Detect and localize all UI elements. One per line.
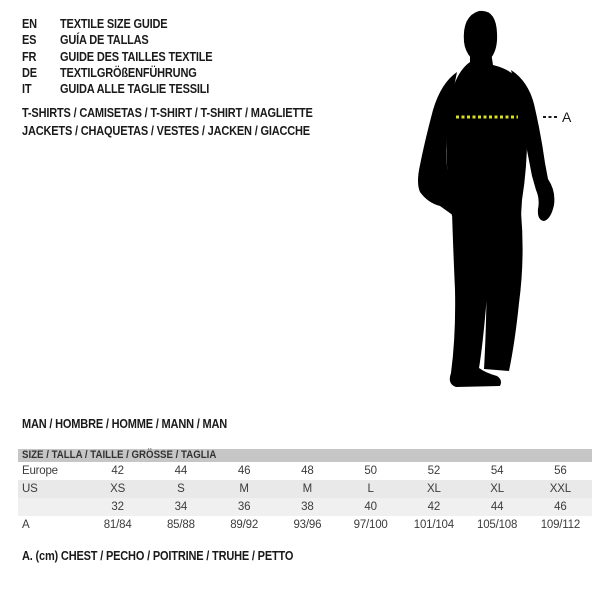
language-title: GUIDE DES TAILLES TEXTILE	[60, 49, 213, 64]
language-row-es	[22, 32, 233, 48]
size-cell: XXL	[549, 483, 571, 495]
size-cell: 46	[554, 501, 567, 513]
language-row-en	[22, 16, 233, 32]
size-table-header	[18, 449, 592, 462]
silhouette-head	[464, 11, 497, 58]
size-cell: 97/100	[353, 519, 388, 531]
size-cell: 85/88	[166, 519, 195, 531]
language-code-text: DE	[22, 66, 37, 81]
size-cell: 38	[301, 501, 314, 513]
size-cell: 40	[364, 501, 377, 513]
language-code	[22, 50, 60, 64]
size-cell: 89/92	[230, 519, 259, 531]
size-cell: 93/96	[293, 519, 322, 531]
size-cell: 48	[301, 465, 314, 477]
measurement-footnote-text: A. (cm) CHEST / PECHO / POITRINE / TRUHE / PETTO	[22, 549, 294, 563]
size-table	[18, 449, 592, 534]
category-line-tshirts	[22, 104, 352, 122]
table-row-chest-a	[18, 516, 592, 534]
category-text: JACKETS / CHAQUETAS / VESTES / JACKEN / GIACCHE	[22, 124, 310, 138]
language-list	[22, 16, 233, 97]
language-code	[22, 17, 60, 31]
size-cell: 109/112	[540, 519, 581, 531]
language-title: TEXTILGRÖßENFÜHRUNG	[60, 66, 197, 81]
language-code-text: ES	[22, 33, 37, 48]
size-cell: S	[177, 483, 185, 495]
language-code-text: EN	[22, 17, 37, 32]
language-title: TEXTILE SIZE GUIDE	[60, 17, 168, 32]
size-cell: 50	[364, 465, 377, 477]
size-cell: 54	[490, 465, 504, 477]
size-cell: XS	[110, 483, 126, 495]
language-code	[22, 82, 60, 96]
language-code-text: IT	[22, 82, 32, 97]
row-label: Europe	[22, 465, 58, 477]
size-cell: M	[302, 483, 313, 495]
language-row-de	[22, 65, 233, 81]
category-text: T-SHIRTS / CAMISETAS / T-SHIRT / T-SHIRT / MAGLIETTE	[22, 106, 313, 120]
size-cell: 44	[490, 501, 504, 513]
size-cell: 36	[237, 501, 251, 513]
row-label: A	[22, 519, 30, 531]
language-code-text: FR	[22, 49, 37, 64]
size-cell: XL	[427, 483, 441, 495]
size-cell: 46	[237, 465, 251, 477]
row-label: US	[22, 483, 38, 495]
category-list	[22, 104, 352, 140]
size-cell: 105/108	[477, 519, 518, 531]
silhouette-back-leg	[484, 212, 523, 371]
man-silhouette-svg	[400, 0, 600, 400]
size-cell: XL	[490, 483, 504, 495]
language-row-it	[22, 81, 233, 97]
size-cell: L	[367, 483, 374, 495]
table-row-us	[18, 480, 592, 498]
language-code	[22, 33, 60, 47]
size-cell: 44	[174, 465, 188, 477]
section-title-text: MAN / HOMBRE / HOMME / MANN / MAN	[22, 417, 228, 431]
language-title: GUIDA ALLE TAGLIE TESSILI	[60, 82, 210, 97]
size-cell: 32	[111, 501, 124, 513]
size-cell: 34	[174, 501, 188, 513]
size-cell: 52	[427, 465, 441, 477]
category-line-jackets	[22, 122, 352, 140]
size-cell: M	[239, 483, 249, 495]
size-cell: 81/84	[103, 519, 132, 531]
measurement-footnote	[22, 549, 330, 563]
section-title-man	[22, 417, 255, 431]
man-silhouette-figure	[400, 0, 600, 400]
table-row-numeric	[18, 498, 592, 516]
size-table-header-text: SIZE / TALLA / TAILLE / GRÖSSE / TAGLIA	[22, 449, 217, 461]
table-row-europe	[18, 462, 592, 480]
language-code	[22, 66, 60, 80]
language-title: GUÍA DE TALLAS	[60, 33, 149, 48]
size-cell: 42	[427, 501, 441, 513]
language-row-fr	[22, 49, 233, 65]
size-cell: 101/104	[413, 519, 454, 531]
size-cell: 42	[111, 465, 124, 477]
size-cell: 56	[554, 465, 567, 477]
measure-label-a: A	[562, 109, 572, 125]
